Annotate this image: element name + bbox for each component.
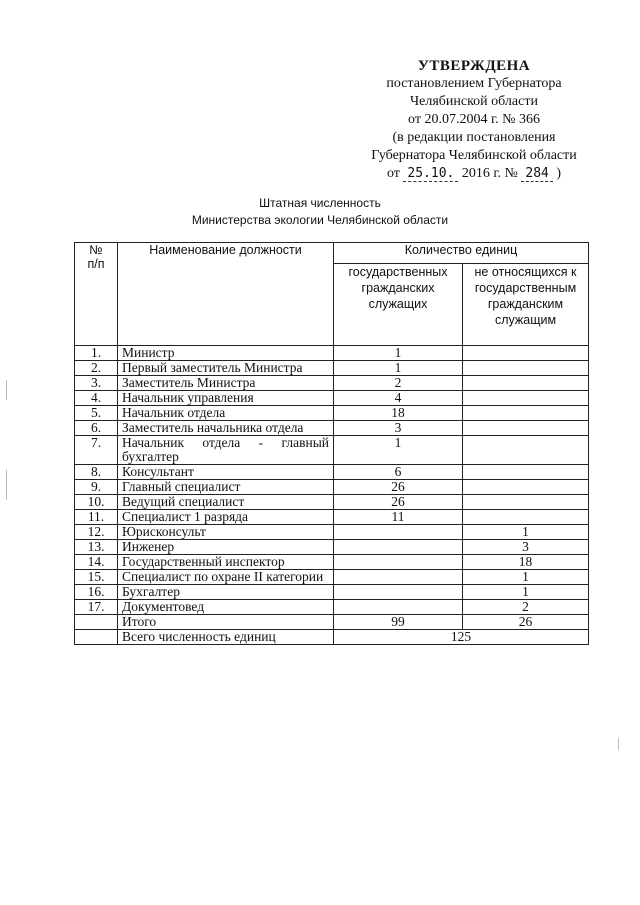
date-year: 2016 г. №: [461, 166, 518, 181]
row-position: Первый заместитель Министра: [118, 361, 334, 376]
column-header-position: Наименование должности: [118, 243, 334, 346]
row-number: 14.: [75, 555, 118, 570]
table-row: [75, 585, 589, 600]
row-non-civil: 1: [463, 570, 589, 585]
row-number: 13.: [75, 540, 118, 555]
row-position: Инженер: [118, 540, 334, 555]
column-header-number: № п/п: [75, 243, 118, 346]
row-civil: [334, 525, 463, 540]
row-civil: 1: [334, 361, 463, 376]
total-row-number: [75, 615, 118, 630]
staff-table: [74, 242, 589, 645]
row-position: Министр: [118, 346, 334, 361]
scan-artifact: [6, 380, 7, 400]
date-suffix: ): [556, 166, 562, 181]
table-row: [75, 346, 589, 361]
grand-total-row-number: [75, 630, 118, 645]
grand-total-value: 125: [334, 630, 589, 645]
row-number: 15.: [75, 570, 118, 585]
date-prefix: от: [386, 166, 400, 181]
table-header-row: [75, 243, 589, 264]
grand-total-row: [75, 630, 589, 645]
total-civil: 99: [334, 615, 463, 630]
row-non-civil: [463, 406, 589, 421]
row-number: 3.: [75, 376, 118, 391]
table-row: [75, 540, 589, 555]
row-number: 7.: [75, 436, 118, 465]
row-position: Начальник отдела - главный бухгалтер: [118, 436, 334, 465]
table-row: [75, 391, 589, 406]
row-non-civil: [463, 376, 589, 391]
row-position: Заместитель начальника отдела: [118, 421, 334, 436]
table-row: [75, 510, 589, 525]
total-label: Итого: [118, 615, 334, 630]
table-row: [75, 361, 589, 376]
approval-stamp: [340, 57, 608, 183]
total-non-civil: 26: [463, 615, 589, 630]
row-non-civil: [463, 346, 589, 361]
row-position: Документовед: [118, 600, 334, 615]
approval-line: Челябинской области: [410, 94, 538, 109]
row-number: 10.: [75, 495, 118, 510]
row-civil: [334, 540, 463, 555]
row-non-civil: [463, 421, 589, 436]
table-row: [75, 600, 589, 615]
table-row: [75, 525, 589, 540]
row-non-civil: [463, 436, 589, 465]
approval-line: от 20.07.2004 г. № 366: [408, 112, 540, 127]
row-number: 1.: [75, 346, 118, 361]
row-civil: 1: [334, 346, 463, 361]
table-row: [75, 465, 589, 480]
row-position: Бухгалтер: [118, 585, 334, 600]
grand-total-label: Всего численность единиц: [118, 630, 334, 645]
row-non-civil: [463, 391, 589, 406]
row-non-civil: 3: [463, 540, 589, 555]
row-number: 9.: [75, 480, 118, 495]
row-non-civil: 18: [463, 555, 589, 570]
row-civil: 2: [334, 376, 463, 391]
approval-heading: УТВЕРЖДЕНА: [417, 58, 531, 74]
row-non-civil: [463, 495, 589, 510]
row-civil: 26: [334, 495, 463, 510]
row-non-civil: [463, 480, 589, 495]
table-row: [75, 406, 589, 421]
row-civil: [334, 585, 463, 600]
row-number: 5.: [75, 406, 118, 421]
approval-line: Губернатора Челябинской области: [371, 148, 577, 163]
row-position: Ведущий специалист: [118, 495, 334, 510]
amendment-date-line: [340, 165, 608, 183]
row-civil: 4: [334, 391, 463, 406]
document-title: Штатная численность: [259, 196, 381, 210]
row-number: 17.: [75, 600, 118, 615]
row-civil: 26: [334, 480, 463, 495]
row-position: Специалист по охране II категории: [118, 570, 334, 585]
row-civil: [334, 600, 463, 615]
row-position: Специалист 1 разряда: [118, 510, 334, 525]
row-non-civil: [463, 361, 589, 376]
row-non-civil: [463, 465, 589, 480]
row-number: 8.: [75, 465, 118, 480]
row-civil: 11: [334, 510, 463, 525]
row-number: 12.: [75, 525, 118, 540]
row-number: 16.: [75, 585, 118, 600]
column-header-civil: государственных гражданских служащих: [334, 264, 463, 346]
total-row: [75, 615, 589, 630]
row-non-civil: 2: [463, 600, 589, 615]
table-row: [75, 421, 589, 436]
table-row: [75, 480, 589, 495]
row-position: Главный специалист: [118, 480, 334, 495]
row-position: Консультант: [118, 465, 334, 480]
row-position: Начальник отдела: [118, 406, 334, 421]
row-non-civil: 1: [463, 585, 589, 600]
table-row: [75, 570, 589, 585]
row-civil: [334, 570, 463, 585]
column-header-units: Количество единиц: [334, 243, 589, 264]
row-number: 2.: [75, 361, 118, 376]
approval-line: (в редакции постановления: [392, 130, 556, 145]
handwritten-decree-number: 284: [521, 166, 552, 182]
row-position: Заместитель Министра: [118, 376, 334, 391]
row-civil: 3: [334, 421, 463, 436]
table-row: [75, 555, 589, 570]
table-row: [75, 376, 589, 391]
row-non-civil: 1: [463, 525, 589, 540]
scan-artifact: [6, 470, 7, 500]
row-position: Юрисконсульт: [118, 525, 334, 540]
row-number: 6.: [75, 421, 118, 436]
row-number: 11.: [75, 510, 118, 525]
row-civil: 18: [334, 406, 463, 421]
row-civil: 6: [334, 465, 463, 480]
row-non-civil: [463, 510, 589, 525]
approval-line: постановлением Губернатора: [386, 76, 562, 91]
scan-artifact: [618, 738, 619, 750]
row-position: Начальник управления: [118, 391, 334, 406]
document-subtitle: Министерства экологии Челябинской области: [191, 213, 449, 227]
row-position: Государственный инспектор: [118, 555, 334, 570]
row-civil: [334, 555, 463, 570]
table-row: [75, 436, 589, 465]
column-header-non-civil: не относящихся к государственным гражданским служащим: [463, 264, 589, 346]
row-number: 4.: [75, 391, 118, 406]
table-row: [75, 495, 589, 510]
handwritten-date: 25.10.: [403, 166, 458, 182]
row-civil: 1: [334, 436, 463, 465]
